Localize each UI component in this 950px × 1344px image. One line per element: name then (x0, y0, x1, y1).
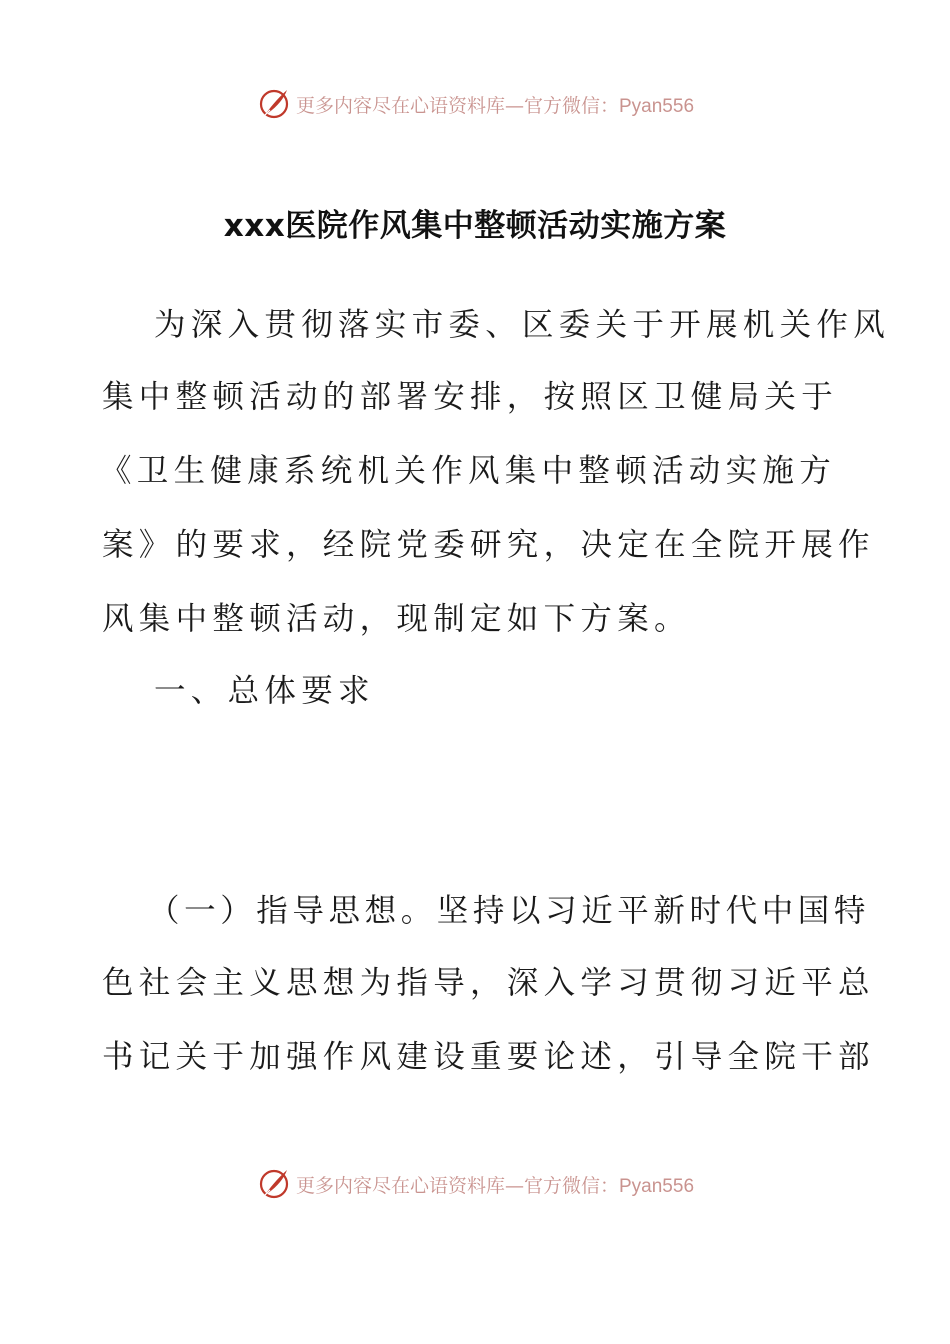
watermark-wechat-id: Pyan556 (619, 1175, 695, 1197)
watermark-text-cn: 更多内容尽在心语资料库—官方微信： (295, 94, 619, 117)
body-line-5: 风集中整顿活动，现制定如下方案。 (102, 601, 691, 637)
body-line-1: 为深入贯彻落实市委、区委关于开展机关作风 (154, 307, 891, 343)
footer-watermark (0, 1164, 950, 1204)
watermark-text-cn: 更多内容尽在心语资料库—官方微信： (295, 1174, 619, 1197)
watermark-text (296, 1171, 694, 1198)
feather-pen-icon (256, 86, 292, 122)
body-line-2: 集中整顿活动的部署安排，按照区卫健局关于 (102, 379, 839, 415)
watermark-text (296, 91, 694, 118)
body-line-8: 书记关于加强作风建设重要论述，引导全院干部 (102, 1039, 875, 1075)
body-line-3: 《卫生健康系统机关作风集中整顿活动实施方 (100, 453, 837, 489)
body-line-4: 案》的要求，经院党委研究，决定在全院开展作 (102, 527, 875, 563)
body-line-7: 色社会主义思想为指导，深入学习贯彻习近平总 (102, 965, 875, 1001)
header-watermark (0, 84, 950, 124)
section-heading: 一、总体要求 (154, 673, 375, 709)
document-title: xxx医院作风集中整顿活动实施方案 (223, 208, 727, 244)
feather-pen-icon (256, 1166, 292, 1202)
watermark-wechat-id: Pyan556 (619, 95, 695, 117)
body-line-6: （一）指导思想。坚持以习近平新时代中国特 (148, 893, 871, 929)
